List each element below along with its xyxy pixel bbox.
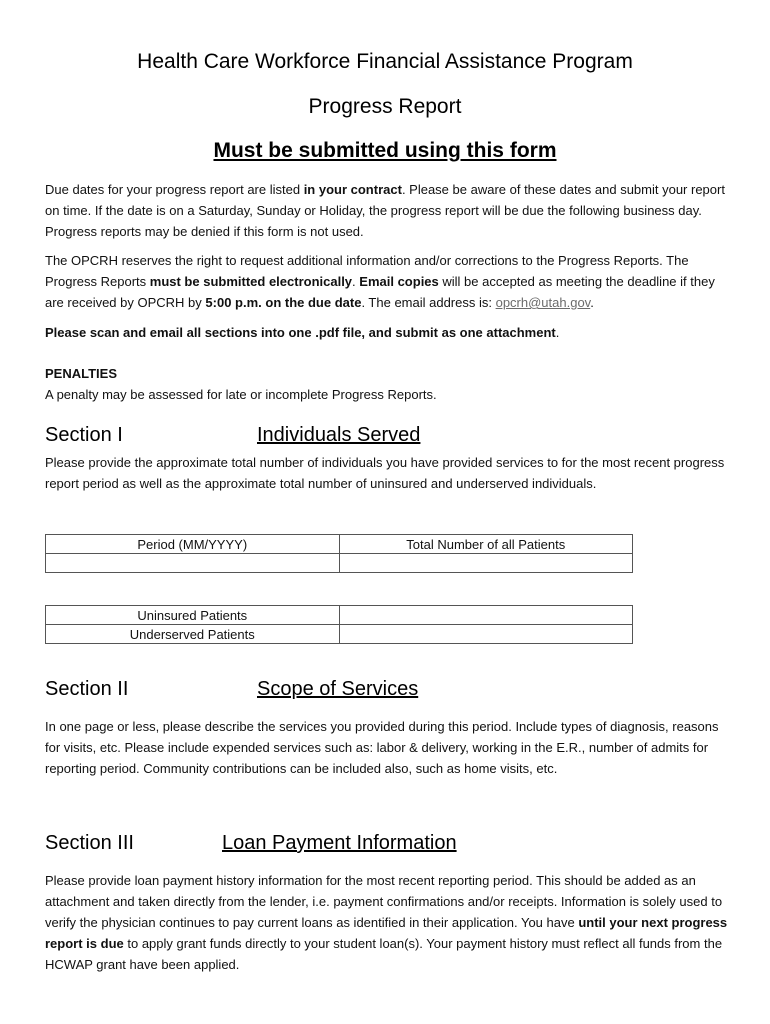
section-2-title: Scope of Services xyxy=(257,678,419,700)
section-3-number: Section III xyxy=(45,832,134,854)
total-patients-header: Total Number of all Patients xyxy=(339,535,633,554)
section-3-description: Please provide loan payment history information for the most recent reporting period. This should be added as an attachment and taken directly from the lender, i.e. payment confirmations and/or receipts. Information is solely used to verify the physician continues to pay current loans as identified in their application. You have until your next progress report is due to apply grant funds directly to your student loan(s). Your payment history must reflect all funds from the HCWAP grant have been applied. xyxy=(45,873,728,972)
underserved-label: Underserved Patients xyxy=(46,625,340,644)
uninsured-label: Uninsured Patients xyxy=(46,606,340,625)
table-row xyxy=(46,625,633,644)
report-title: Progress Report xyxy=(308,95,462,118)
section-1-description: Please provide the approximate total number of individuals you have provided services to for the most recent progress report period as well as the approximate total number of uninsured and underserved individuals. xyxy=(45,455,725,491)
period-totals-table xyxy=(45,534,633,573)
underserved-input-cell[interactable] xyxy=(339,625,633,644)
table-row xyxy=(46,535,633,554)
due-dates-paragraph: Due dates for your progress report are listed in your contract. Please be aware of these dates and submit your report on time. If the date is on a Saturday, Sunday or Holiday, the progress report will be due the following business day. Progress reports may be denied if this form is not used. xyxy=(45,182,725,239)
period-header: Period (MM/YYYY) xyxy=(46,535,340,554)
table-row xyxy=(46,554,633,573)
section-1-number: Section I xyxy=(45,424,123,446)
section-3-heading xyxy=(45,832,730,860)
total-patients-input-cell[interactable] xyxy=(339,554,633,573)
section-2-heading xyxy=(45,678,730,706)
penalties-text: A penalty may be assessed for late or incomplete Progress Reports. xyxy=(45,387,437,402)
program-title: Health Care Workforce Financial Assistance Program xyxy=(137,50,633,73)
section-1-heading xyxy=(45,424,730,452)
patient-types-table xyxy=(45,605,633,644)
section-1-title: Individuals Served xyxy=(257,424,421,446)
table-row xyxy=(46,606,633,625)
uninsured-input-cell[interactable] xyxy=(339,606,633,625)
submission-paragraph: The OPCRH reserves the right to request additional information and/or corrections to the Progress Reports. The Progress Reports must be submitted electronically. Email copies will be accepted as meeting the deadline if they are received by OPCRH by 5:00 p.m. on the due date. The email address is: opcrh@utah.gov. xyxy=(45,253,715,310)
submission-instruction: Must be submitted using this form xyxy=(213,139,557,162)
email-link[interactable]: opcrh@utah.gov xyxy=(495,295,591,310)
scan-instruction: Please scan and email all sections into one .pdf file, and submit as one attachment. xyxy=(45,325,560,340)
section-2-description: In one page or less, please describe the services you provided during this period. Include types of diagnosis, reasons for visits, etc. Please include expended services such as: labor & delivery, working in the E.R., number of admits for reporting period. Community contributions can be included also, such as home visits, etc. xyxy=(45,719,719,776)
penalties-heading: PENALTIES xyxy=(45,366,117,381)
section-3-title: Loan Payment Information xyxy=(222,832,457,854)
section-2-number: Section II xyxy=(45,678,129,700)
period-input-cell[interactable] xyxy=(46,554,340,573)
